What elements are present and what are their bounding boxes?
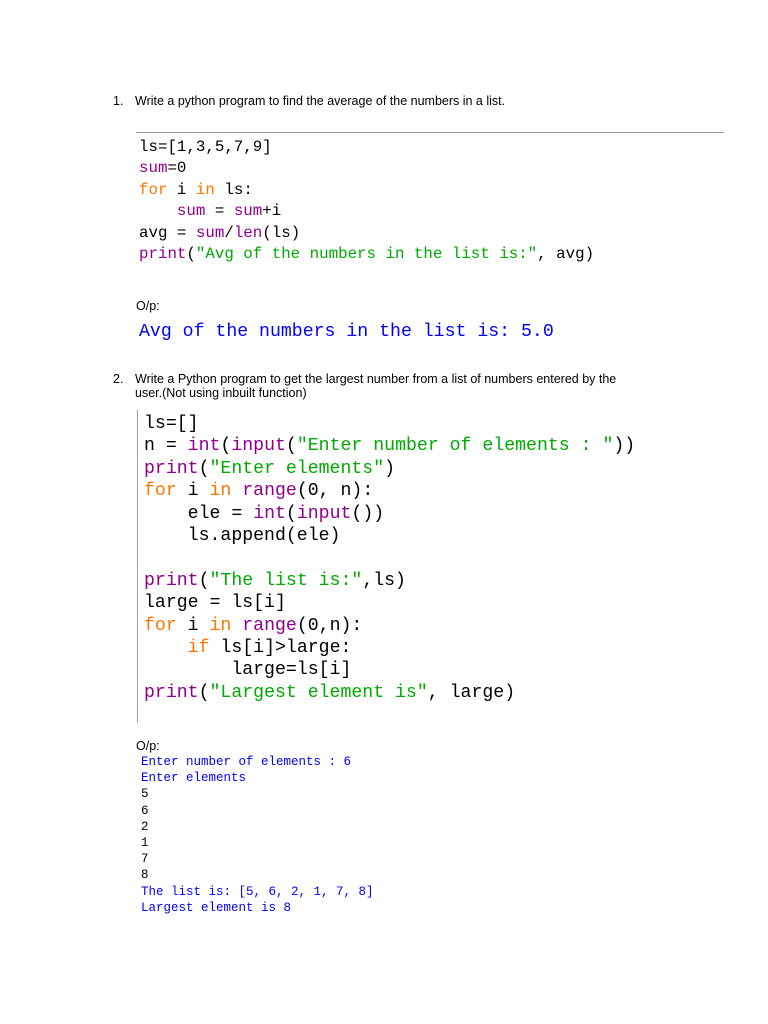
code-line <box>144 435 635 457</box>
code-token: if <box>187 638 210 659</box>
code-token: in <box>195 180 215 199</box>
code-token: ls=[] <box>144 414 199 434</box>
code-token: for <box>144 481 177 502</box>
code-token: for <box>144 615 177 636</box>
code-line <box>144 458 635 480</box>
code-token: sum <box>195 223 225 242</box>
console-output-line: 2 <box>141 819 149 834</box>
code-token <box>231 616 242 636</box>
code-token: in <box>209 615 232 636</box>
code-line <box>144 637 635 659</box>
code-token: avg = <box>139 223 196 242</box>
code-token: "Largest element is" <box>209 682 428 703</box>
code-token: input <box>296 503 352 524</box>
code-token: ( <box>186 245 196 264</box>
code-token: print <box>144 682 199 703</box>
code-token: i <box>176 481 210 502</box>
code-token: ls=[1,3,5,7,9] <box>139 138 272 156</box>
code-line <box>139 180 594 201</box>
code-token: / <box>224 223 234 242</box>
question-number: 2. <box>113 372 124 386</box>
console-output-line: 1 <box>141 836 149 851</box>
code-line <box>139 158 594 179</box>
code-line <box>144 682 635 704</box>
question-2 <box>113 372 733 404</box>
code-token: ,ls) <box>362 570 406 591</box>
code-token: len <box>233 223 263 242</box>
code-token: ( <box>285 503 297 524</box>
code-token: (ls) <box>262 223 301 242</box>
code-token: +i <box>262 202 282 221</box>
code-token: print <box>144 458 199 479</box>
code-token: sum <box>139 159 168 178</box>
console-output-line: 7 <box>141 852 149 867</box>
console-output-2 <box>141 754 374 916</box>
console-output-line: 8 <box>141 868 149 883</box>
code-token: sum <box>233 202 263 221</box>
code-token: ( <box>198 570 210 591</box>
console-output-line: Enter number of elements : 6 <box>141 755 352 769</box>
code-token: int <box>253 503 286 524</box>
code-line <box>144 525 635 547</box>
code-token: = <box>205 202 234 221</box>
code-token: ele = <box>144 503 254 524</box>
code-block-2 <box>144 413 635 704</box>
code-token: range <box>242 481 297 502</box>
code-token: for <box>139 180 168 199</box>
code-token: ls: <box>214 180 253 199</box>
code-token: large = ls[i] <box>144 593 286 614</box>
question-1 <box>113 94 733 110</box>
code-token: =0 <box>167 159 187 178</box>
code-token: in <box>209 481 232 502</box>
console-output-line: 6 <box>141 803 149 818</box>
code-token: (0,n): <box>296 615 363 636</box>
code-line <box>144 659 635 681</box>
console-output-line: Enter elements <box>141 771 247 786</box>
question-number: 1. <box>113 94 124 108</box>
code-token: (0, n): <box>296 481 374 502</box>
code-token: "The list is:" <box>209 570 363 591</box>
question-text-line: user.(Not using inbuilt function) <box>135 386 307 400</box>
code-token: ( <box>285 436 297 457</box>
code-token: ()) <box>351 503 385 524</box>
code-token: n = <box>144 436 188 457</box>
code-token: ( <box>220 436 232 457</box>
question-text-line: Write a Python program to get the largest number from a list of numbers entered by the <box>135 372 617 386</box>
code-token: print <box>144 570 199 591</box>
code-token: ls[i]>large: <box>209 638 352 659</box>
question-text: Write a python program to find the average of the numbers in a list. <box>135 94 506 108</box>
code-token: ls.append(ele) <box>144 526 341 547</box>
code-line <box>144 503 635 525</box>
code-token: ( <box>198 682 210 703</box>
output-label: O/p: <box>136 299 160 313</box>
code-line <box>139 223 594 244</box>
code-token: ) <box>384 458 396 479</box>
code-line <box>144 480 635 502</box>
code-line <box>144 413 635 435</box>
code-token: range <box>242 615 297 636</box>
output-label: O/p: <box>136 739 160 753</box>
code-line <box>144 570 635 592</box>
code-token: sum <box>176 202 206 221</box>
code-token <box>144 638 188 658</box>
code-token: "Enter number of elements : " <box>296 436 614 457</box>
code-block-left-rule <box>137 410 138 723</box>
code-token: int <box>187 436 221 457</box>
code-line <box>144 592 635 614</box>
code-line <box>139 244 594 265</box>
code-line <box>144 547 635 569</box>
code-line <box>144 615 635 637</box>
question-text <box>135 372 616 400</box>
code-token <box>231 481 242 501</box>
code-token: large=ls[i] <box>144 660 352 681</box>
code-token <box>139 202 177 220</box>
code-token: "Avg of the numbers in the list is:" <box>195 245 538 264</box>
output-text-1: Avg of the numbers in the list is: 5.0 <box>139 322 554 342</box>
code-token: input <box>231 436 286 457</box>
code-token: )) <box>613 436 636 457</box>
console-output-line: Largest element is 8 <box>141 900 292 915</box>
code-token: , large) <box>427 682 516 703</box>
code-token: i <box>167 180 196 199</box>
console-output-line: The list is: [5, 6, 2, 1, 7, 8] <box>141 884 374 899</box>
code-token: i <box>176 615 210 636</box>
code-token: , avg) <box>537 245 595 264</box>
console-output-line: 5 <box>141 787 149 802</box>
code-token: ( <box>198 458 210 479</box>
code-line <box>139 201 594 222</box>
code-token: print <box>139 245 187 264</box>
code-block-1 <box>139 137 594 265</box>
code-token: "Enter elements" <box>209 458 385 479</box>
code-block-top-rule <box>136 132 724 133</box>
code-line <box>139 137 594 158</box>
